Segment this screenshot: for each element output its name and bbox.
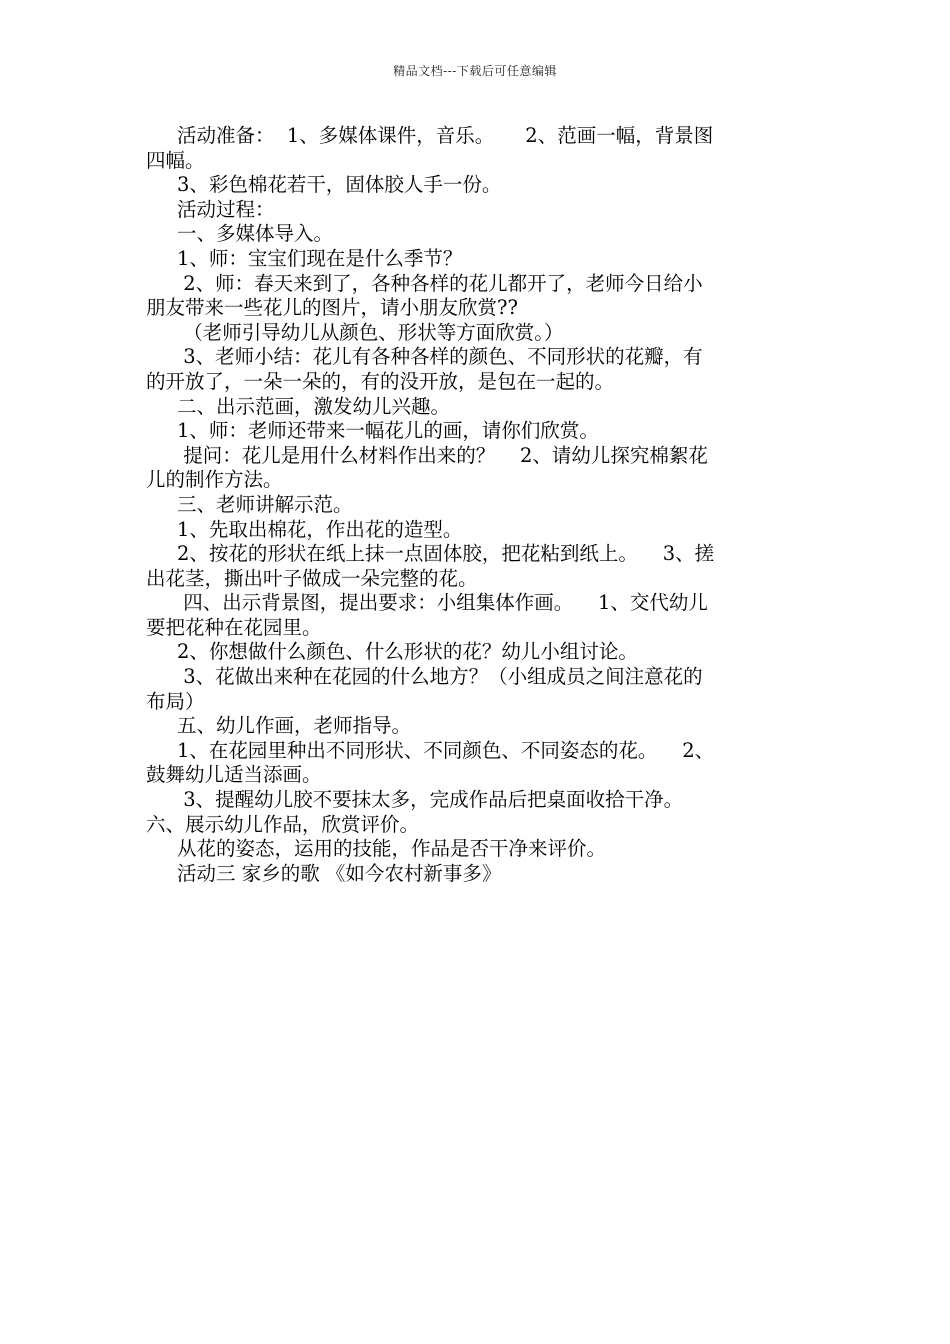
text-line: 布局） [146,689,205,713]
text-line: （老师引导幼儿从颜色、形状等方面欣赏。） [146,320,564,344]
page-header: 精品文档---下载后可任意编辑 [393,64,557,78]
text-line: 活动过程： [146,197,275,221]
text-line: 鼓舞幼儿适当添画。 [146,763,322,787]
text-line: 3、老师小结：花儿有各种各样的颜色、不同形状的花瓣，有 [146,345,703,369]
text-line: 的开放了，一朵一朵的，有的没开放，是包在一起的。 [146,369,615,393]
text-line: 儿的制作方法。 [146,468,283,492]
text-line: 要把花种在花园里。 [146,615,322,639]
text-line: 1、在花园里种出不同形状、不同颜色、不同姿态的花。 2、 [146,738,715,762]
text-line: 二、出示范画，激发幼儿兴趣。 [146,394,450,418]
text-line: 2、师：春天来到了，各种各样的花儿都开了，老师今日给小 [146,271,703,295]
text-line: 1、师：宝宝们现在是什么季节？ [146,246,463,270]
text-line: 一、多媒体导入。 [146,222,333,246]
text-line: 2、按花的形状在纸上抹一点固体胶，把花粘到纸上。 3、搓 [146,542,715,566]
text-line: 1、先取出棉花，作出花的造型。 [146,517,463,541]
text-line: 活动三 家乡的歌 《如今农村新事多》 [146,861,502,885]
text-line: 六、展示幼儿作品，欣赏评价。 [146,812,420,836]
text-line: 3、花做出来种在花园的什么地方？（小组成员之间注意花的 [146,665,703,689]
text-line: 2、你想做什么颜色、什么形状的花？幼儿小组讨论。 [146,640,638,664]
text-line: 从花的姿态，运用的技能，作品是否干净来评价。 [146,837,606,861]
text-line: 三、老师讲解示范。 [146,492,353,516]
text-line: 1、师：老师还带来一幅花儿的画，请你们欣赏。 [146,419,599,443]
document-body [146,124,810,886]
text-line: 五、幼儿作画，老师指导。 [146,714,411,738]
text-line: 3、彩色棉花若干，固体胶人手一份。 [146,173,502,197]
text-line: 提问：花儿是用什么材料作出来的？ 2、请幼儿探究棉絮花 [146,443,708,467]
text-line: 出花茎，撕出叶子做成一朵完整的花。 [146,566,478,590]
text-line: 四幅。 [146,148,205,172]
text-line: 四、出示背景图，提出要求：小组集体作画。 1、交代幼儿 [146,591,708,615]
text-line: 3、提醒幼儿胶不要抹太多，完成作品后把桌面收拾干净。 [146,788,684,812]
text-line: 朋友带来一些花儿的图片，请小朋友欣赏?? [146,296,518,320]
text-line: 活动准备： 1、多媒体课件，音乐。 2、范画一幅，背景图 [146,124,714,147]
